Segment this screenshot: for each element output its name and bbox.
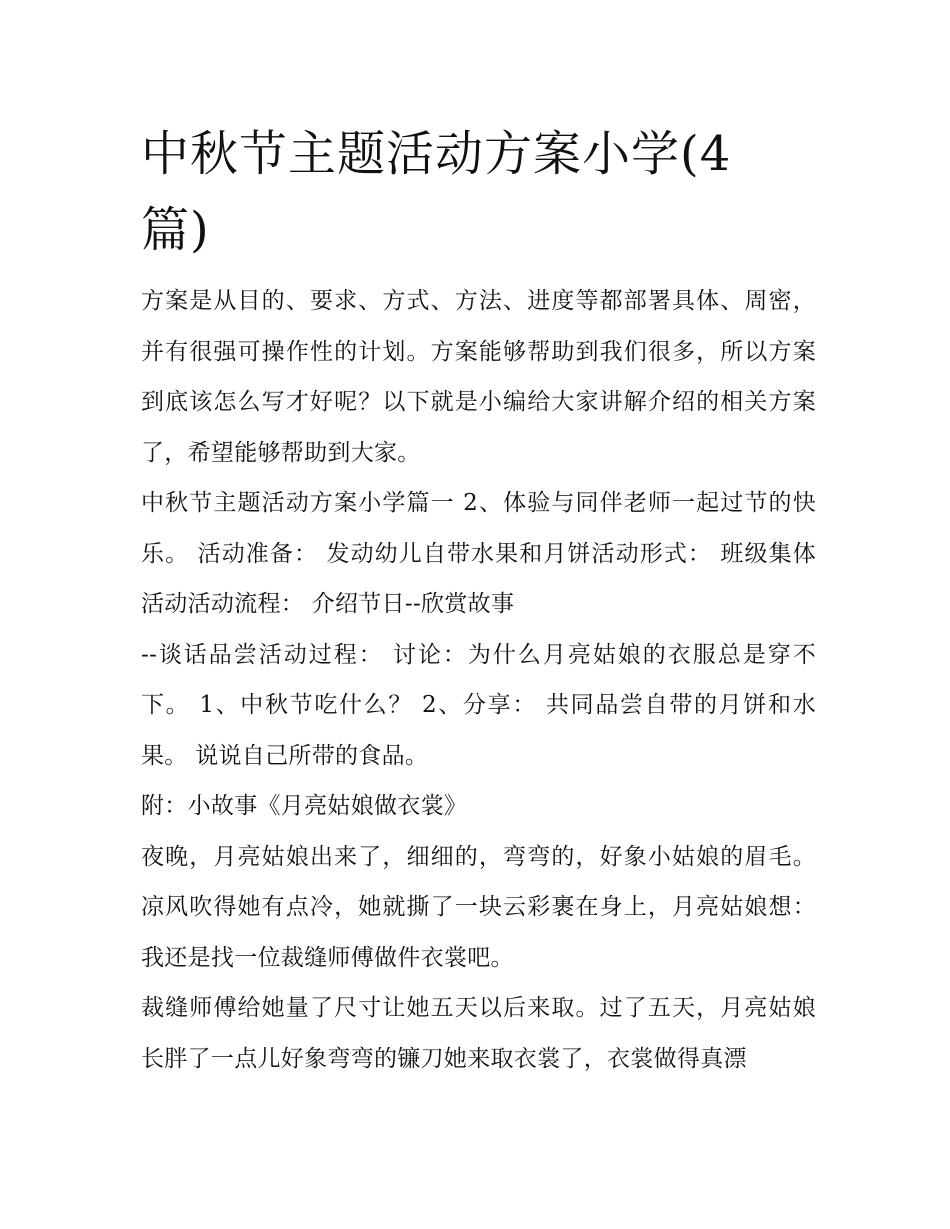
paragraph-intro: 方案是从目的、要求、方式、方法、进度等都部署具体、周密，并有很强可操作性的计划。方案能够帮助到我们很多，所以方案到底该怎么写才好呢？以下就是小编给大家讲解介绍的相关方案了，希望能够帮助到大家。 (141, 288, 816, 466)
paragraph-activity-process: --谈话品尝活动过程： 讨论：为什么月亮姑娘的衣服总是穿不下。 1、中秋节吃什么？ 2、分享： 共同品尝自带的月饼和水果。 说说自己所带的食品。 (141, 641, 816, 769)
paragraph-story-heading: 附：小故事《月亮姑娘做衣裳》 (141, 793, 468, 819)
paragraph-story-part-1: 夜晚，月亮姑娘出来了，细细的，弯弯的，好象小姑娘的眉毛。凉风吹得她有点冷，她就撕了一块云彩裹在身上，月亮姑娘想：我还是找一位裁缝师傅做件衣裳吧。 (141, 843, 816, 971)
paragraph-activity-prep: 中秋节主题活动方案小学篇一 2、体验与同伴老师一起过节的快乐。 活动准备： 发动幼儿自带水果和月饼活动形式： 班级集体活动活动流程： 介绍节日--欣赏故事 (141, 490, 816, 617)
paragraph-story-part-2: 裁缝师傅给她量了尺寸让她五天以后来取。过了五天，月亮姑娘长胖了一点儿好象弯弯的镰刀她来取衣裳了，衣裳做得真漂 (141, 995, 816, 1072)
document-title: 中秋节主题活动方案小学(4篇) (141, 126, 732, 258)
document-body (141, 276, 816, 1084)
